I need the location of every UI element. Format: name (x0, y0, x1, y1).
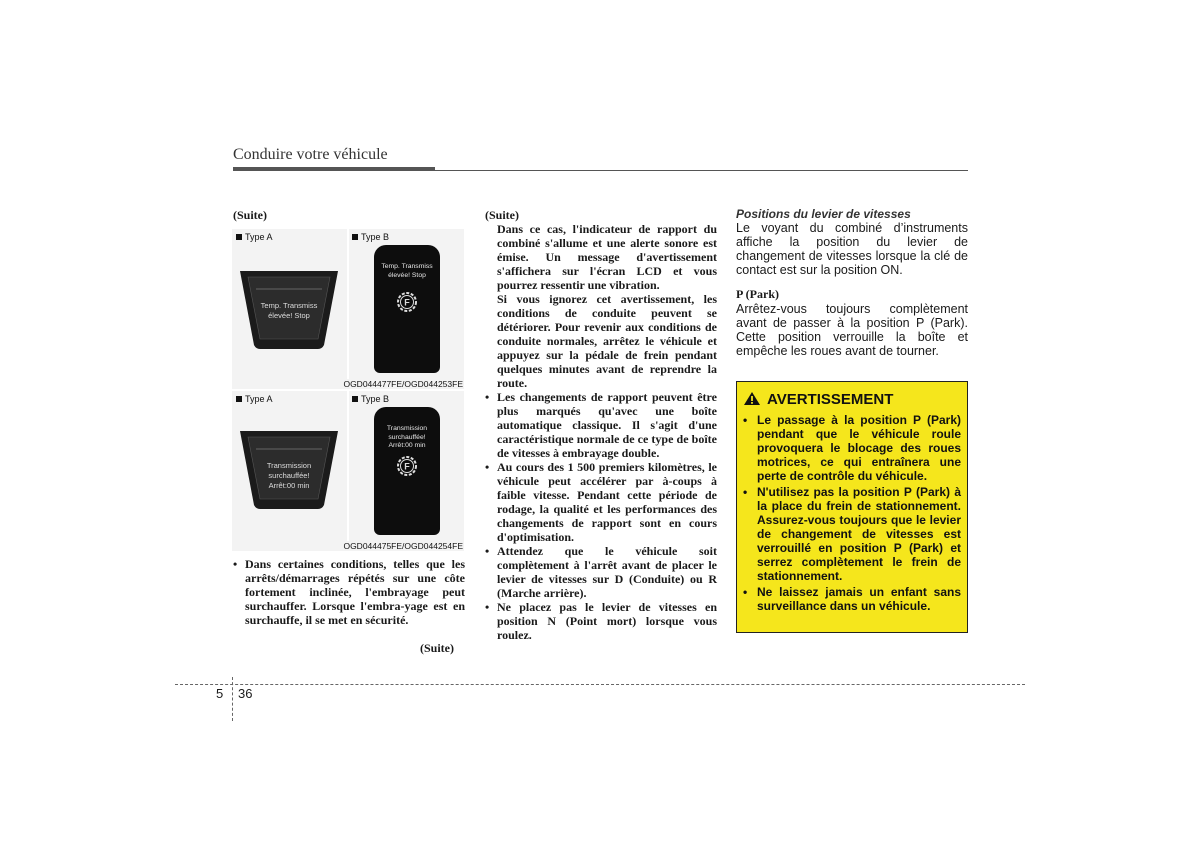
type-b-label: Type B (361, 232, 390, 242)
square-bullet-icon (236, 396, 242, 402)
figure-overheat-warning (232, 391, 464, 551)
figure-type-b (348, 229, 463, 389)
footer-vertical-divider (232, 677, 233, 721)
header-rule-thin (435, 170, 968, 171)
cluster-display-type-a (234, 425, 344, 511)
right-column (736, 207, 968, 358)
left-bullet-text (233, 557, 465, 627)
display-message: Temp. Transmiss élevée! Stop (260, 301, 318, 320)
list-item: • N'utilisez pas la position P (Park) à la place du frein de stationnement. Assurez-vous toujours que le levier de changement de vitesses est verrouillé en position P (Park) et serrez complètement le frein de stationnement. (743, 485, 961, 583)
display-message: Transmission surchauffée! Arrêt:00 min (266, 461, 312, 490)
figure-type-a (232, 229, 347, 389)
warning-box (736, 381, 968, 633)
transmission-gear-icon (394, 289, 420, 315)
paragraph: Le voyant du combiné d’instruments affiche la position du levier de changement de vitesses lorsque la clé de contact est sur la position ON. (736, 221, 968, 277)
transmission-gear-icon (394, 453, 420, 479)
square-bullet-icon (352, 234, 358, 240)
warning-triangle-icon (743, 391, 761, 406)
paragraph: Arrêtez-vous toujours complètement avant de passer à la position P (Park). Cette position verrouille la boîte et empêche les roues avant de tourner. (736, 302, 968, 358)
svg-text:F: F (404, 297, 410, 308)
warning-list (743, 413, 961, 615)
footer-divider (175, 684, 1025, 685)
header-rule-thick (233, 167, 435, 171)
page-number: 36 (238, 686, 253, 701)
cluster-display-type-a (234, 265, 344, 351)
suite-label-top: (Suite) (233, 208, 267, 222)
list-item: • Ne placez pas le levier de vitesses en position N (Point mort) lorsque vous roulez. (485, 600, 717, 642)
paragraph: Dans ce cas, l'indicateur de rapport du combiné s'allume et une alerte sonore est émise. Un message d'avertissement s'affichera sur l'écran LCD et vous pourrez ressentir une vibration. (497, 222, 717, 292)
section-title: Positions du levier de vitesses (736, 207, 911, 221)
list-item: • Les changements de rapport peuvent être plus marqués qu'avec une boîte automatique classique. Il s'agit d'une caractéristique normale de ce type de boîte de vitesses à embrayage double. (485, 390, 717, 460)
list-item: • Ne laissez jamais un enfant sans surveillance dans un véhicule. (743, 585, 961, 613)
figure-caption: OGD044477FE/OGD044253FE (343, 379, 463, 389)
list-item: • Le passage à la position P (Park) pendant que le véhicule roule provoquera le blocage des roues motrices, ce qui entraînera une perte de contrôle du véhicule. (743, 413, 961, 483)
figure-temp-warning (232, 229, 464, 389)
figure-type-b (348, 391, 463, 551)
paragraph: Si vous ignorez cet avertissement, les conditions de conduite peuvent se détériorer. Pour revenir aux conditions de conduite normales, arrêtez le véhicule et appuyez sur la pédale de frein pendant quelques minutes avant de reprendre la route. (497, 292, 717, 390)
square-bullet-icon (236, 234, 242, 240)
list-item: • Attendez que le véhicule soit complètement à l'arrêt avant de placer le levier de vitesses sur D (Conduite) ou R (Marche arrière). (485, 544, 717, 600)
type-a-label: Type A (245, 394, 273, 404)
square-bullet-icon (352, 396, 358, 402)
suite-label: (Suite) (485, 208, 519, 222)
middle-column (485, 208, 717, 642)
page-title: Conduire votre véhicule (233, 146, 388, 163)
chapter-number: 5 (216, 686, 224, 701)
cluster-display-type-b (374, 245, 440, 373)
suite-label-bottom: (Suite) (420, 641, 454, 655)
figure-caption: OGD044475FE/OGD044254FE (343, 541, 463, 551)
figure-type-a (232, 391, 347, 551)
cluster-display-type-b (374, 407, 440, 535)
list-item: • Dans certaines conditions, telles que les arrêts/démarrages répétés sur une côte fortement inclinée, l'embrayage peut surchauffer. Lorsque l'embra-yage est en surchauffe, il se met en sécurité. (233, 557, 465, 627)
type-a-label: Type A (245, 232, 273, 242)
subsection-title: P (Park) (736, 287, 779, 301)
type-b-label: Type B (361, 394, 390, 404)
svg-text:F: F (404, 461, 410, 472)
list-item: • Au cours des 1 500 premiers kilomètres, le véhicule peut accélérer par à-coups à faible vitesse. Pendant cette période de rodage, la qualité et les performances des changements de rapport sont en cours d'optimisation. (485, 460, 717, 544)
display-message: Transmission surchauffée! Arrêt:00 min (386, 425, 428, 449)
warning-title: AVERTISSEMENT (767, 391, 894, 408)
display-message: Temp. Transmiss élevée! Stop (381, 263, 433, 279)
